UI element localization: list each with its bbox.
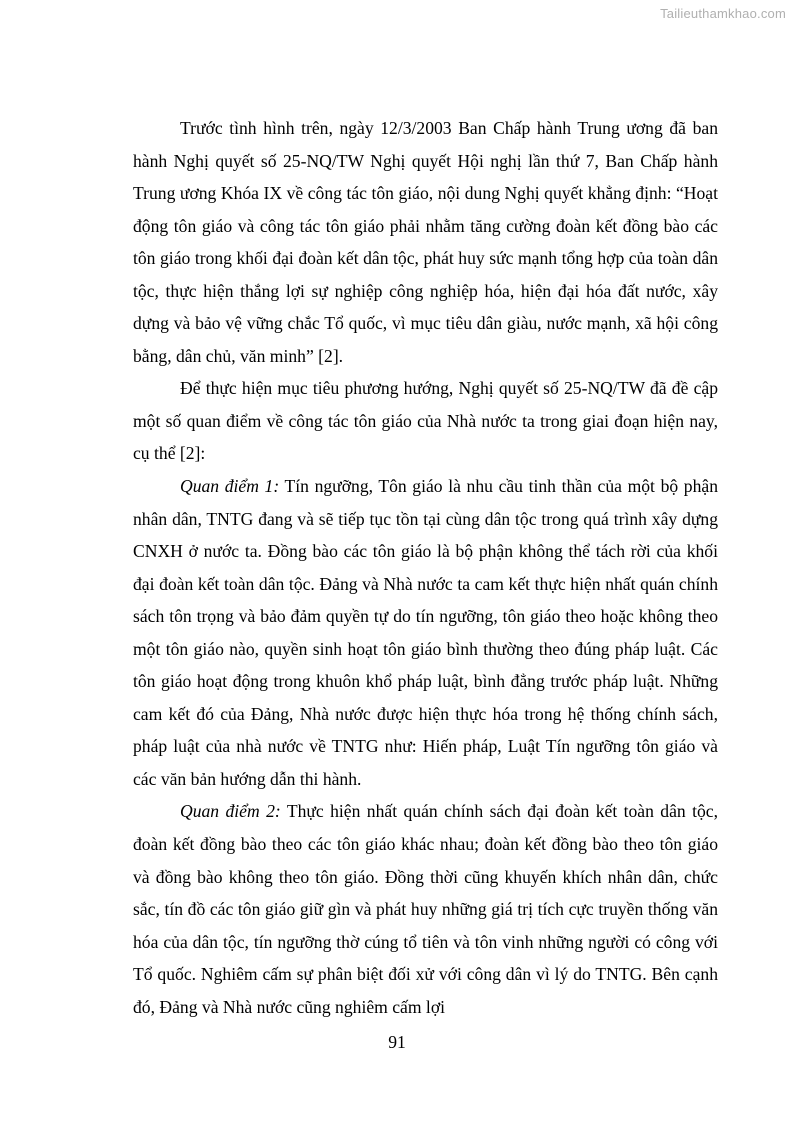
- document-body: [133, 112, 718, 1023]
- paragraph-intro: [133, 372, 718, 470]
- paragraph-context: [133, 112, 718, 372]
- viewpoint-2-text: Thực hiện nhất quán chính sách đại đoàn kết toàn dân tộc, đoàn kết đồng bào theo các tôn giáo khác nhau; đoàn kết đồng bào theo tôn giáo và đồng bào không theo tôn giáo. Đồng thời cũng khuyến khích nhân dân, chức sắc, tín đồ các tôn giáo giữ gìn và phát huy những giá trị tích cực truyền thống văn hóa của dân tộc, tín ngưỡng thờ cúng tổ tiên và tôn vinh những người có công với Tổ quốc. Nghiêm cấm sự phân biệt đối xử với công dân vì lý do TNTG. Bên cạnh đó, Đảng và Nhà nước cũng nghiêm cấm lợi: [133, 801, 718, 1017]
- viewpoint-1-label: Quan điểm 1:: [180, 476, 280, 497]
- paragraph-text: Để thực hiện mục tiêu phương hướng, Nghị quyết số 25-NQ/TW đã đề cập một số quan điểm về công tác tôn giáo của Nhà nước ta trong giai đoạn hiện nay, cụ thể [2]:: [133, 378, 718, 464]
- viewpoint-2-label: Quan điểm 2:: [180, 801, 281, 822]
- paragraph-text: Trước tình hình trên, ngày 12/3/2003 Ban Chấp hành Trung ương đã ban hành Nghị quyết số 25-NQ/TW Nghị quyết Hội nghị lần thứ 7, Ban Chấp hành Trung ương Khóa IX về công tác tôn giáo, nội dung Nghị quyết khẳng định: “Hoạt động tôn giáo và công tác tôn giáo phải nhằm tăng cường đoàn kết đồng bào các tôn giáo trong khối đại đoàn kết dân tộc, phát huy sức mạnh tổng hợp của toàn dân tộc, thực hiện thắng lợi sự nghiệp công nghiệp hóa, hiện đại hóa đất nước, xây dựng và bảo vệ vững chắc Tổ quốc, vì mục tiêu dân giàu, nước mạnh, xã hội công bằng, dân chủ, văn minh” [2].: [133, 118, 718, 366]
- page-number: 91: [388, 1032, 406, 1052]
- paragraph-viewpoint-1: [133, 470, 718, 795]
- paragraph-viewpoint-2: [133, 795, 718, 1023]
- viewpoint-1-text: Tín ngưỡng, Tôn giáo là nhu cầu tinh thần của một bộ phận nhân dân, TNTG đang và sẽ tiếp tục tồn tại cùng dân tộc trong quá trình xây dựng CNXH ở nước ta. Đồng bào các tôn giáo là bộ phận không thể tách rời của khối đại đoàn kết toàn dân tộc. Đảng và Nhà nước ta cam kết thực hiện nhất quán chính sách tôn trọng và bảo đảm quyền tự do tín ngưỡng, tôn giáo theo hoặc không theo một tôn giáo nào, quyền sinh hoạt tôn giáo bình thường theo đúng pháp luật. Các tôn giáo hoạt động trong khuôn khổ pháp luật, bình đẳng trước pháp luật. Những cam kết đó của Đảng, Nhà nước được hiện thực hóa trong hệ thống chính sách, pháp luật của nhà nước về TNTG như: Hiến pháp, Luật Tín ngưỡng tôn giáo và các văn bản hướng dẫn thi hành.: [133, 476, 718, 789]
- watermark-text: Tailieuthamkhao.com: [660, 6, 786, 21]
